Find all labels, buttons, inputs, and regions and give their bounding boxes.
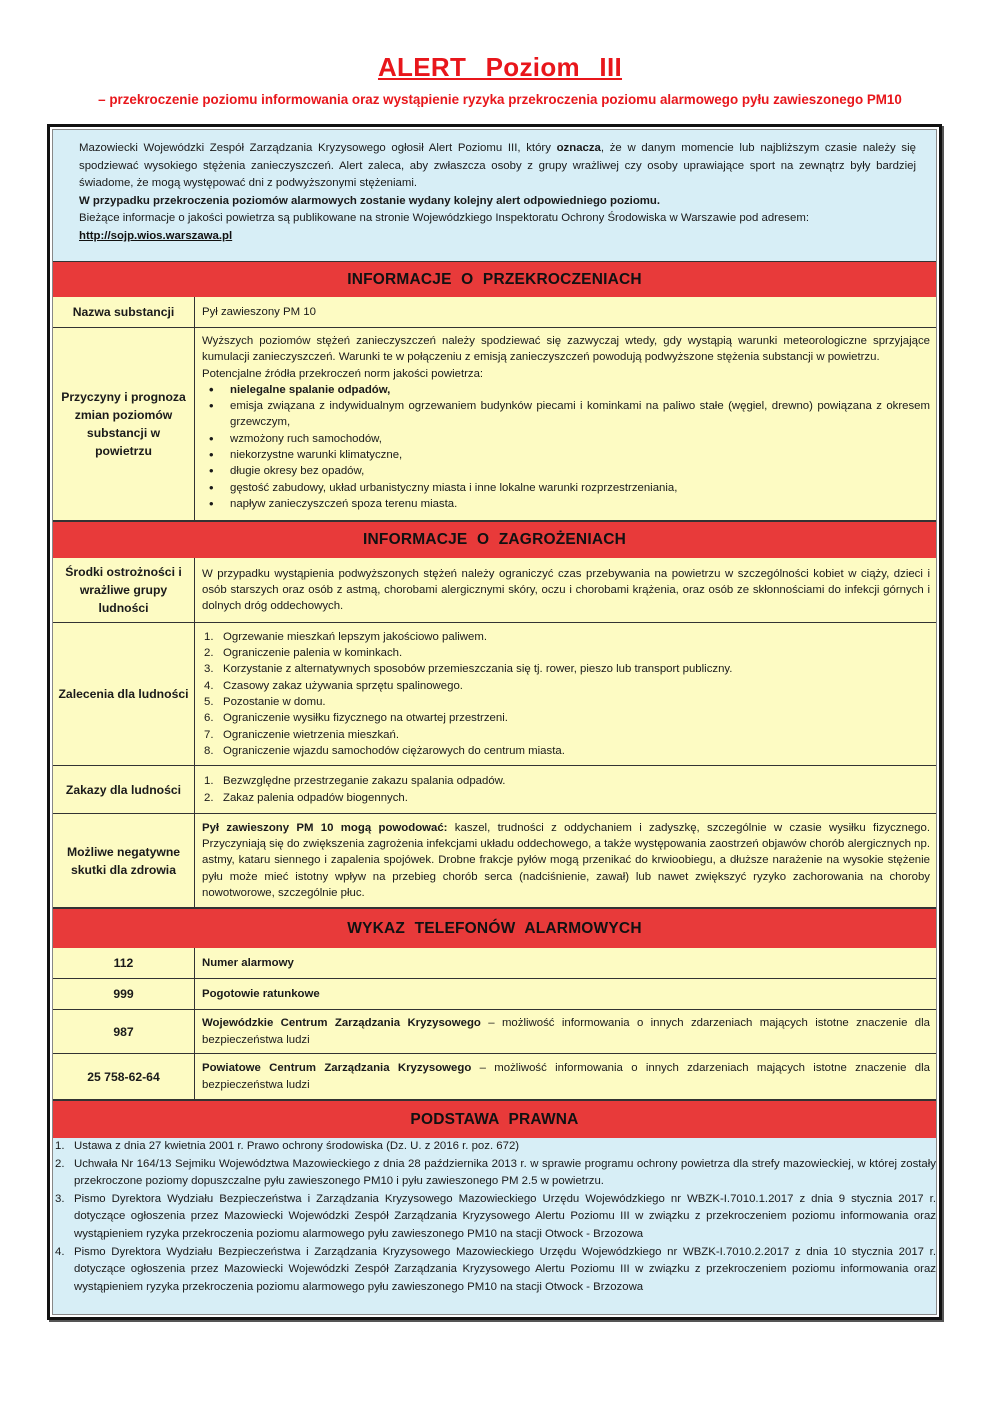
list-item: 2. Zakaz palenia odpadów biogennych. bbox=[204, 791, 408, 804]
section-header-podstawa: PODSTAWA PRAWNA bbox=[53, 1100, 936, 1139]
intro-next-alert-note: W przypadku przekroczenia poziomów alarmowych zostanie wydany kolejny alert odpowiedniego poziomu. bbox=[79, 194, 661, 207]
row-causes bbox=[53, 328, 936, 521]
list-item: 7. Ograniczenie wietrzenia mieszkań. bbox=[204, 728, 399, 741]
row-label: Zalecenia dla ludności bbox=[53, 623, 195, 765]
list-item: 1. Bezwzględne przestrzeganie zakazu spalania odpadów. bbox=[204, 775, 506, 788]
phone-row bbox=[53, 1054, 936, 1100]
phone-desc: – możliwość informowania o innych zdarzeniach mających istotne znaczenie dla bezpieczeństwa ludzi bbox=[202, 1017, 930, 1046]
intro-info-source: Bieżące informacje o jakości powietrza są publikowane na stronie Wojewódzkiego Inspektoratu Ochrony Środowiska w Warszawie pod adresem: bbox=[79, 212, 809, 225]
section-header-zagrozenia: INFORMACJE O ZAGROŻENIACH bbox=[53, 521, 936, 559]
list-item: 2. Uchwała Nr 164/13 Sejmiku Województwa Mazowieckiego z dnia 28 października 2013 r. w sprawie programu ochrony powietrza dla strefy mazowieckiej, w której zostały przekroczone poziomy dopuszczalne pyłu zawieszonego PM10 i pyłu zawieszonego PM 2.5 w powietrzu. bbox=[55, 1157, 936, 1188]
list-item: • gęstość zabudowy, układ urbanistyczny miasta i inne lokalne warunki rozprzestrzeniania, bbox=[202, 480, 930, 496]
list-item: • długie okresy bez opadów, bbox=[202, 463, 930, 479]
list-item: • emisja związana z indywidualnym ogrzewaniem budynków piecami i kominkami na paliwo stałe (węgiel, drewno) powiązana z okresem grzewczym, bbox=[202, 398, 930, 431]
list-item: 4. Pismo Dyrektora Wydziału Bezpieczeństwa i Zarządzania Kryzysowego Mazowieckiego Urzędu Wojewódzkiego nr WBZK-I.7010.2.2017 z dnia 10 stycznia 2017 r. dotyczące ogłoszenia przez Mazowiecki Wojewódzki Zespół Zarządzania Kryzysowego Alertu Poziomu III w związku z przekroczeniem poziomu informowania oraz wystąpieniem ryzyka przekroczenia poziomu alarmowego pyłu zawieszonego PM10 na stacji Otwock - Brzozowa bbox=[55, 1245, 936, 1293]
list-item: • nielegalne spalanie odpadów, bbox=[202, 382, 930, 398]
phone-desc: – możliwość informowania o innych zdarzeniach mających istotne znaczenie dla bezpieczeństwa ludzi bbox=[202, 1062, 930, 1091]
list-item: 1. Ogrzewanie mieszkań lepszym jakościowo paliwem. bbox=[204, 630, 487, 643]
list-item: 5. Pozostanie w domu. bbox=[204, 696, 326, 708]
row-precautions bbox=[53, 558, 936, 623]
list-item: 1. Ustawa z dnia 27 kwietnia 2001 r. Prawo ochrony środowiska (Dz. U. z 2016 r. poz. 672) bbox=[55, 1140, 520, 1152]
list-item: • niekorzystne warunki klimatyczne, bbox=[202, 447, 930, 463]
section-header-telefony: WYKAZ TELEFONÓW ALARMOWYCH bbox=[53, 908, 936, 949]
row-value: Pył zawieszony PM 10 bbox=[202, 305, 316, 318]
row-label: Możliwe negatywne skutki dla zdrowia bbox=[53, 814, 195, 907]
phone-number[interactable]: 25 758-62-64 bbox=[53, 1054, 195, 1099]
legal-basis-box bbox=[53, 1138, 936, 1314]
row-substance bbox=[53, 297, 936, 328]
list-item: 3. Korzystanie z alternatywnych sposobów przemieszczania się tj. rower, pieszo lub transport publiczny. bbox=[204, 663, 733, 676]
row-health-effects bbox=[53, 814, 936, 908]
row-label: Zakazy dla ludności bbox=[53, 766, 195, 813]
list-item: 2. Ograniczenie palenia w kominkach. bbox=[204, 647, 403, 660]
phone-name: Numer alarmowy bbox=[202, 956, 294, 969]
intro-paragraph: Mazowiecki Wojewódzki Zespół Zarządzania Kryzysowego ogłosił Alert Poziomu III, który oznacza, że w danym momencie lub najbliższym czasie należy się spodziewać wysokiego stężenia zanieczyszczeń. Alert zaleca, aby zwłaszcza osoby z grupy wrażliwej czy osoby uprawiające sport na zewnątrz były bardziej świadome, że mogą występować dni z podwyższonymi stężeniami. bbox=[79, 142, 916, 190]
row-label: Nazwa substancji bbox=[53, 297, 195, 327]
list-item: • wzmożony ruch samochodów, bbox=[202, 431, 930, 447]
section-header-przekroczenia: INFORMACJE O PRZEKROCZENIACH bbox=[53, 261, 936, 298]
phone-row bbox=[53, 1010, 936, 1054]
phone-number[interactable]: 112 bbox=[53, 948, 195, 978]
phone-name: Wojewódzkie Centrum Zarządzania Kryzysowego bbox=[202, 1017, 481, 1030]
row-label: Przyczyny i prognoza zmian poziomów substancji w powietrzu bbox=[53, 328, 195, 520]
phone-name: Powiatowe Centrum Zarządzania Kryzysowego bbox=[202, 1062, 472, 1075]
list-item: • napływ zanieczyszczeń spoza terenu miasta. bbox=[202, 496, 930, 512]
row-bans bbox=[53, 766, 936, 814]
wios-link[interactable]: http://sojp.wios.warszawa.pl bbox=[79, 229, 233, 242]
phone-number[interactable]: 999 bbox=[53, 979, 195, 1009]
list-item: 4. Czasowy zakaz używania sprzętu spalinowego. bbox=[204, 679, 463, 692]
alert-frame bbox=[47, 124, 942, 1320]
phone-name: Pogotowie ratunkowe bbox=[202, 987, 320, 1000]
causes-intro: Wyższych poziomów stężeń zanieczyszczeń należy spodziewać się zazwyczaj wtedy, gdy wystąpią warunki meteorologiczne sprzyjające kumulacji zanieczyszczeń. Warunki te w połączeniu z emisją zanieczyszczeń powodują podwyższone stężenia substancji w powietrzu. bbox=[202, 335, 930, 364]
sources-list bbox=[202, 382, 930, 512]
bans-list bbox=[202, 773, 930, 806]
row-label: Środki ostrożności i wrażliwe grupy ludności bbox=[53, 558, 195, 622]
intro-box bbox=[53, 130, 936, 261]
row-value: Pył zawieszony PM 10 mogą powodować: kaszel, trudności z oddychaniem i zadyszkę, szczególnie w czasie wysiłku fizycznego. Przyczyniają się do zwiększenia zagrożenia infekcjami układu oddechowego, a także występowania zaostrzeń objawów chorób alergicznych np. astmy, kataru siennego i zapalenia spojówek. Drobne frakcje pyłów mogą przenikać do krwioobiegu, a dłuższe narażenie na wysokie stężenie pyłu może mieć istotny wpływ na przebieg chorób serca (nadciśnienie, zawał) lub nawet zwiększyć ryzyko zachorowania na choroby nowotworowe, szczególnie płuc. bbox=[202, 821, 931, 899]
list-item: 3. Pismo Dyrektora Wydziału Bezpieczeństwa i Zarządzania Kryzysowego Mazowieckiego Urzędu Wojewódzkiego nr WBZK-I.7010.1.2017 z dnia 9 stycznia 2017 r. dotyczące ogłoszenia przez Mazowiecki Wojewódzki Zespół Zarządzania Kryzysowego Alertu Poziomu III w związku z przekroczeniem poziomu informowania oraz wystąpieniem ryzyka przekroczenia poziomu alarmowego pyłu zawieszonego PM10 na stacji Otwock - Brzozowa bbox=[55, 1192, 936, 1240]
phone-row bbox=[53, 979, 936, 1010]
legal-list bbox=[53, 1138, 936, 1296]
recommendations-list bbox=[202, 629, 930, 759]
phone-row bbox=[53, 948, 936, 979]
list-item: 8. Ograniczenie wjazdu samochodów ciężarowych do centrum miasta. bbox=[204, 744, 565, 757]
row-recommendations bbox=[53, 623, 936, 766]
causes-sources-label: Potencjalne źródła przekroczeń norm jakości powietrza: bbox=[202, 367, 484, 380]
page-title: ALERT Poziom III bbox=[377, 52, 623, 82]
row-value: W przypadku wystąpienia podwyższonych stężeń należy ograniczyć czas przebywania na powietrzu w szczególności kobiet w ciąży, dzieci i osób starszych oraz osób z astmą, chorobami alergicznymi skóry, oczu i chorobami krążenia, oraz osób ze skłonnościami do infekcji górnych i dolnych dróg oddechowych. bbox=[202, 567, 930, 613]
phone-number[interactable]: 987 bbox=[53, 1010, 195, 1053]
page-subtitle: – przekroczenie poziomu informowania oraz wystąpienie ryzyka przekroczenia poziomu alarmowego pyłu zawieszonego PM10 bbox=[98, 92, 902, 107]
list-item: 6. Ograniczenie wysiłku fizycznego na otwartej przestrzeni. bbox=[204, 712, 508, 725]
